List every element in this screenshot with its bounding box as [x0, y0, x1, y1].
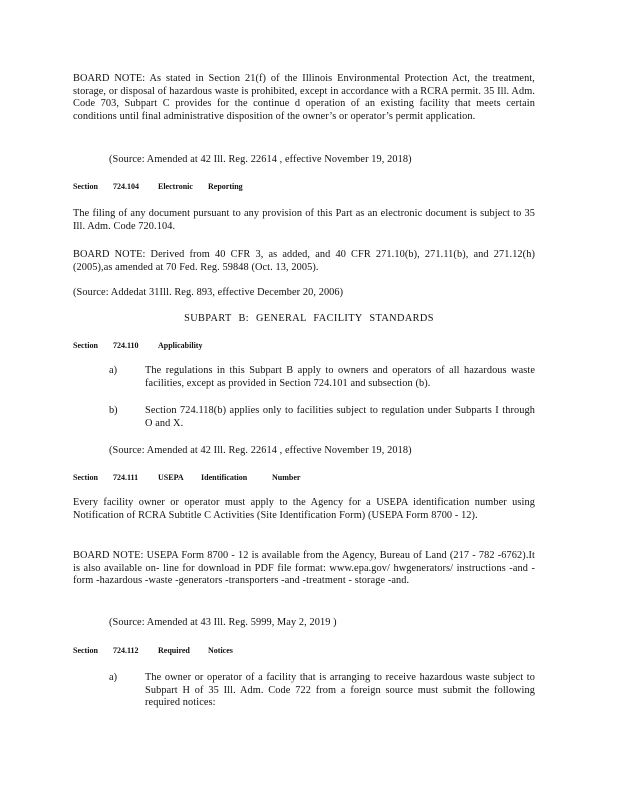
section-title-word: USEPA — [158, 473, 184, 482]
source-note: (Source: Amended at 43 Ill. Reg. 5999, May 2, 2019 ) — [109, 617, 337, 628]
section-title-word: Notices — [208, 646, 233, 655]
board-note-paragraph: BOARD NOTE: USEPA Form 8700 - 12 is available from the Agency, Bureau of Land (217 - 782 -6762).It is also available on- line for download in PDF file format: www.epa.gov/ hwgenerators/ instructions -and -form -hazardous -waste -generators -transporters -and -treatment - storage -and. — [73, 550, 535, 587]
section-word: Section — [73, 473, 98, 482]
section-number: 724.104 — [113, 182, 139, 191]
list-item-text: The regulations in this Subpart B apply to owners and operators of all hazardous waste facilities, except as provided in Section 724.101 and subsection (b). — [145, 365, 535, 389]
board-note-paragraph: BOARD NOTE: Derived from 40 CFR 3, as added, and 40 CFR 271.10(b), 271.11(b), and 271.12(h) (2005),as amended at 70 Fed. Reg. 59848 (Oct. 13, 2005). — [73, 249, 535, 273]
list-item-text: The owner or operator of a facility that is arranging to receive hazardous waste subject to Subpart H of 35 Ill. Adm. Code 722 from a foreign source must submit the following required notices: — [145, 672, 535, 709]
list-item-label: b) — [109, 405, 118, 416]
identification-paragraph: Every facility owner or operator must apply to the Agency for a USEPA identification number using Notification of RCRA Subtitle C Activities (Site Identification Form) (USEPA Form 8700 - 12). — [73, 497, 535, 521]
source-note: (Source: Amended at 42 Ill. Reg. 22614 , effective November 19, 2018) — [109, 445, 412, 456]
section-title-word: Electronic — [158, 182, 193, 191]
section-number: 724.110 — [113, 341, 139, 350]
filing-paragraph: The filing of any document pursuant to any provision of this Part as an electronic document is subject to 35 Ill. Adm. Code 720.104. — [73, 208, 535, 232]
section-title-word: Required — [158, 646, 190, 655]
section-number: 724.111 — [113, 473, 139, 482]
section-title-word: Number — [272, 473, 301, 482]
list-item-label: a) — [109, 365, 117, 376]
section-title-word: Applicability — [158, 341, 203, 350]
section-word: Section — [73, 182, 98, 191]
section-word: Section — [73, 341, 98, 350]
list-item-label: a) — [109, 672, 117, 683]
subpart-heading: SUBPART B: GENERAL FACILITY STANDARDS — [184, 313, 434, 324]
section-title-word: Identification — [201, 473, 248, 482]
list-item-text: Section 724.118(b) applies only to facilities subject to regulation under Subparts I through O and X. — [145, 405, 535, 429]
section-title-word: Reporting — [208, 182, 243, 191]
source-note: (Source: Amended at 42 Ill. Reg. 22614 , effective November 19, 2018) — [109, 154, 412, 165]
source-note: (Source: Addedat 31Ill. Reg. 893, effective December 20, 2006) — [73, 287, 344, 298]
board-note-paragraph: BOARD NOTE: As stated in Section 21(f) of the Illinois Environmental Protection Act, the treatment, storage, or disposal of hazardous waste is prohibited, except in accordance with a RCRA permit. 35 Ill. Adm. Code 703, Subpart C provides for the continue d operation of an existing facility that meets certain conditions until final administrative disposition of the owner’s or operator’s permit application. — [73, 73, 535, 122]
section-number: 724.112 — [113, 646, 139, 655]
section-word: Section — [73, 646, 98, 655]
